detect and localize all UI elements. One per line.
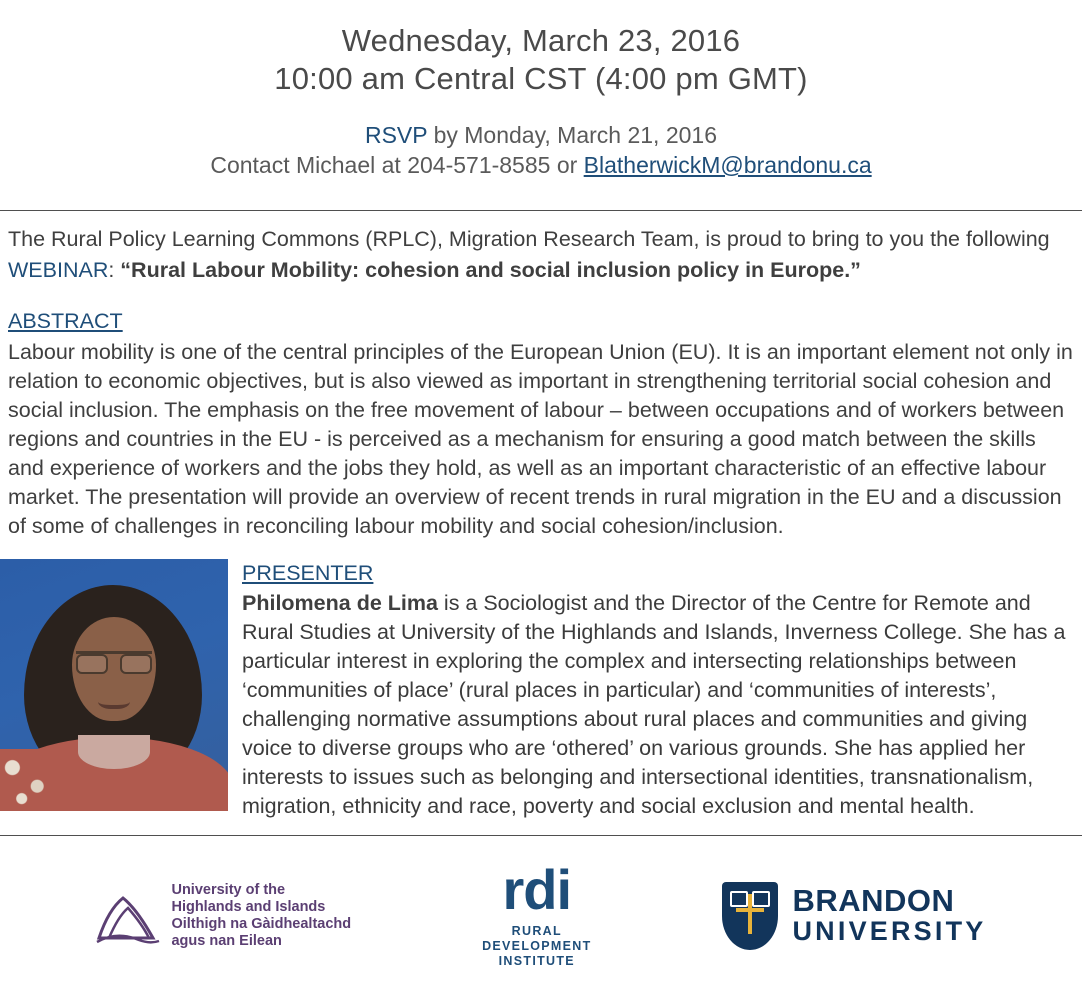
contact-email-link[interactable]: BlatherwickM@brandonu.ca <box>583 152 872 178</box>
photo-glasses-shape <box>76 651 152 670</box>
contact-prefix: Contact Michael at 204-571-8585 or <box>210 152 584 178</box>
presenter-photo <box>0 559 228 811</box>
rsvp-deadline: by Monday, March 21, 2016 <box>427 122 717 148</box>
rdi-subtext <box>482 924 591 969</box>
presenter-block <box>0 541 1082 821</box>
webinar-line <box>8 256 1074 285</box>
header <box>0 0 1082 194</box>
logo-row <box>0 836 1082 969</box>
presenter-text <box>228 559 1074 821</box>
shield-cross-horizontal <box>736 908 764 912</box>
uhi-line2: Highlands and Islands <box>171 898 326 915</box>
contact-line <box>20 150 1062 180</box>
brandon-university-logo <box>722 882 986 950</box>
presenter-name: Philomena de Lima <box>242 591 438 615</box>
webinar-label: WEBINAR <box>8 258 109 282</box>
rdi-sub-line3: INSTITUTE <box>498 954 575 968</box>
uhi-mountain-icon <box>95 886 161 946</box>
shield-cross-vertical <box>748 894 752 934</box>
intro-text: The Rural Policy Learning Commons (RPLC), Migration Research Team, is proud to bring to you the following <box>8 227 1050 251</box>
abstract-heading: ABSTRACT <box>8 309 123 333</box>
event-date <box>20 22 1062 98</box>
shield-book-right-icon <box>752 891 770 907</box>
body-section <box>0 211 1082 541</box>
rdi-logo <box>482 858 592 969</box>
brandon-wordmark <box>792 882 987 946</box>
event-time-line: 10:00 am Central CST (4:00 pm GMT) <box>274 61 808 96</box>
rdi-sub-line1: RURAL <box>511 924 562 938</box>
photo-smile-shape <box>98 691 130 709</box>
webinar-title: “Rural Labour Mobility: cohesion and social inclusion policy in Europe.” <box>120 258 861 282</box>
rsvp-block <box>20 120 1062 180</box>
rsvp-line <box>20 120 1062 150</box>
presenter-bio-text: is a Sociologist and the Director of the Centre for Remote and Rural Studies at University of the Highlands and Islands, Inverness College. She has a particular interest in exploring the complex and intersecting relationships between ‘communities of place’ (rural places in particular) and ‘communities of interests’, challenging normative assumptions about rural places and communities and giving voice to diverse groups who are ‘othered’ on various grounds. She has applied her interests to issues such as belonging and intersectional identities, transnationalism, migration, ethnicity and race, poverty and social exclusion and mental health. <box>242 591 1066 818</box>
shield-icon <box>722 882 778 950</box>
rdi-sub-line2: DEVELOPMENT <box>482 939 592 953</box>
uhi-wordmark <box>171 882 351 950</box>
photo-floral-shape <box>0 749 62 811</box>
brandon-line1: BRANDON <box>792 882 955 918</box>
uhi-line1: University of the <box>171 881 286 898</box>
photo-collar-shape <box>78 735 150 769</box>
rsvp-label: RSVP <box>364 122 428 148</box>
uhi-line3: Oilthigh na Gàidhealtachd <box>171 915 352 932</box>
abstract-body: Labour mobility is one of the central principles of the European Union (EU). It is an important element not only in relation to economic objectives, but is also viewed as important in strengthening territorial social cohesion and social inclusion. The emphasis on the free movement of labour – between occupations and of workers between regions and countries in the EU - is perceived as a mechanism for ensuring a good match between the skills and experience of workers and the jobs they hold, as well as an important characteristic of an effective labour market. The presentation will provide an overview of recent trends in rural migration in the EU and a discussion of some of challenges in reconciling labour mobility and social cohesion/inclusion. <box>8 340 1073 538</box>
event-date-line1: Wednesday, March 23, 2016 <box>341 23 741 58</box>
brandon-line2: UNIVERSITY <box>792 915 987 946</box>
webinar-separator: : <box>108 258 121 282</box>
rdi-wordmark: rdi <box>502 858 572 921</box>
shield-book-left-icon <box>730 891 748 907</box>
intro-paragraph <box>8 225 1074 254</box>
uhi-logo <box>95 882 351 950</box>
uhi-line4: agus nan Eilean <box>171 932 282 949</box>
presenter-bio <box>242 589 1074 821</box>
presenter-heading: PRESENTER <box>242 561 374 585</box>
